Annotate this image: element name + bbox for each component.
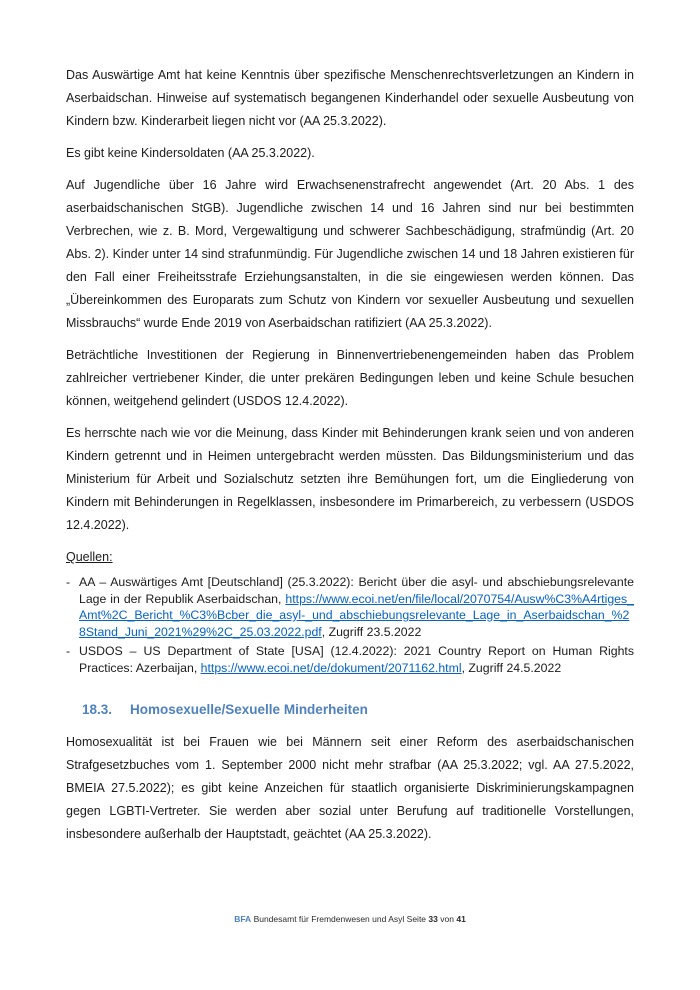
source-url-link[interactable]: https://www.ecoi.net/de/dokument/2071162.html [200, 660, 462, 675]
footer-seite-label: Seite [406, 914, 427, 924]
paragraph-disabled-children: Es herrschte nach wie vor die Meinung, dass Kinder mit Behinderungen krank seien und von anderen Kindern getrennt und in Heimen untergebracht werden müssten. Das Bildungsministerium und das Ministerium für Arbeit und Sozialschutz setzten ihre Bemühungen fort, um die Eingliederung von Kindern mit Behinderungen in Regelklassen, insbesondere im Primarbereich, zu verbessern (USDOS 12.4.2022). [66, 426, 634, 532]
paragraph-children-rights: Das Auswärtige Amt hat keine Kenntnis über spezifische Menschenrechtsverletzungen an Kindern in Aserbaidschan. Hinweise auf systematisch begangenen Kinderhandel oder sexuelle Ausbeutung von Kindern bzw. Kinderarbeit liegen nicht vor (AA 25.3.2022). [66, 68, 634, 128]
page-footer [0, 914, 700, 924]
footer-brand-bfa: BFA [234, 914, 252, 924]
section-title: Homosexuelle/Sexuelle Minderheiten [130, 702, 368, 717]
footer-org-name: Bundesamt für Fremdenwesen und Asyl [253, 914, 405, 924]
bullet-dash: - [66, 644, 71, 658]
source-url-link[interactable]: https://www.ecoi.net/en/file/local/2070754/Ausw%C3%A4rtiges_Amt%2C_Bericht_%C3%Bcber_die_asyl-_und_abschiebungsrelevante_Lage_in_Aserbaidschan_%28Stand_Juni_2021%29%2C_25.03.2022.pdf [79, 591, 634, 639]
source-access-date: , Zugriff 23.5.2022 [321, 624, 422, 639]
source-citation-text: USDOS – US Department of State [USA] (12.4.2022): 2021 Country Report on Human Rights Practices: Azerbaijan, [79, 644, 634, 675]
source-list-item-aa [66, 574, 634, 640]
source-list-item-usdos [66, 643, 634, 676]
section-number: 18.3. [82, 702, 113, 717]
source-citation-usdos [79, 643, 634, 676]
section-heading [66, 702, 634, 717]
paragraph-child-soldiers: Es gibt keine Kindersoldaten (AA 25.3.2022). [66, 146, 315, 160]
source-access-date: , Zugriff 24.5.2022 [461, 660, 562, 675]
paragraph-juvenile-law: Auf Jugendliche über 16 Jahre wird Erwachsenenstrafrecht angewendet (Art. 20 Abs. 1 des aserbaidschanischen StGB). Jugendliche zwischen 14 und 16 Jahren sind nur bei bestimmten Verbrechen, wie z. B. Mord, Vergewaltigung und schwerer Sachbeschädigung, strafmündig (Art. 20 Abs. 2). Kinder unter 14 sind strafunmündig. Für Jugendliche zwischen 14 und 18 Jahren existieren für den Fall einer Freiheitsstrafe Erziehungsanstalten, in die sie eingewiesen werden können. Das „Übereinkommen des Europarats zum Schutz von Kindern vor sexueller Ausbeutung und sexuellen Missbrauchs“ wurde Ende 2019 von Aserbaidschan ratifiziert (AA 25.3.2022). [66, 178, 634, 330]
footer-page-current: 33 [428, 914, 438, 924]
sources-heading: Quellen: [66, 550, 113, 564]
paragraph-idp-children: Beträchtliche Investitionen der Regierung in Binnenvertriebenengemeinden haben das Problem zahlreicher vertriebener Kinder, die unter prekären Bedingungen leben und keine Schule besuchen können, weitgehend gelindert (USDOS 12.4.2022). [66, 348, 634, 408]
paragraph-homosexuality: Homosexualität ist bei Frauen wie bei Männern seit einer Reform des aserbaidschanischen Strafgesetzbuches vom 1. September 2000 nicht mehr strafbar (AA 25.3.2022; vgl. AA 27.5.2022, BMEIA 27.5.2022); es gibt keine Anzeichen für staatlich organisierte Diskriminierungskampagnen gegen LGBTI-Vertreter. Sie werden aber sozial unter Berufung auf traditionelle Vorstellungen, insbesondere außerhalb der Hauptstadt, geächtet (AA 25.3.2022). [66, 735, 634, 841]
footer-von-label: von [440, 914, 454, 924]
footer-page-total: 41 [456, 914, 466, 924]
source-citation-text: AA – Auswärtiges Amt [Deutschland] (25.3.2022): Bericht über die asyl- und abschiebungsrelevante Lage in der Republik Aserbaidschan, [79, 575, 634, 606]
source-citation-aa [79, 574, 634, 640]
bullet-dash: - [66, 575, 71, 589]
